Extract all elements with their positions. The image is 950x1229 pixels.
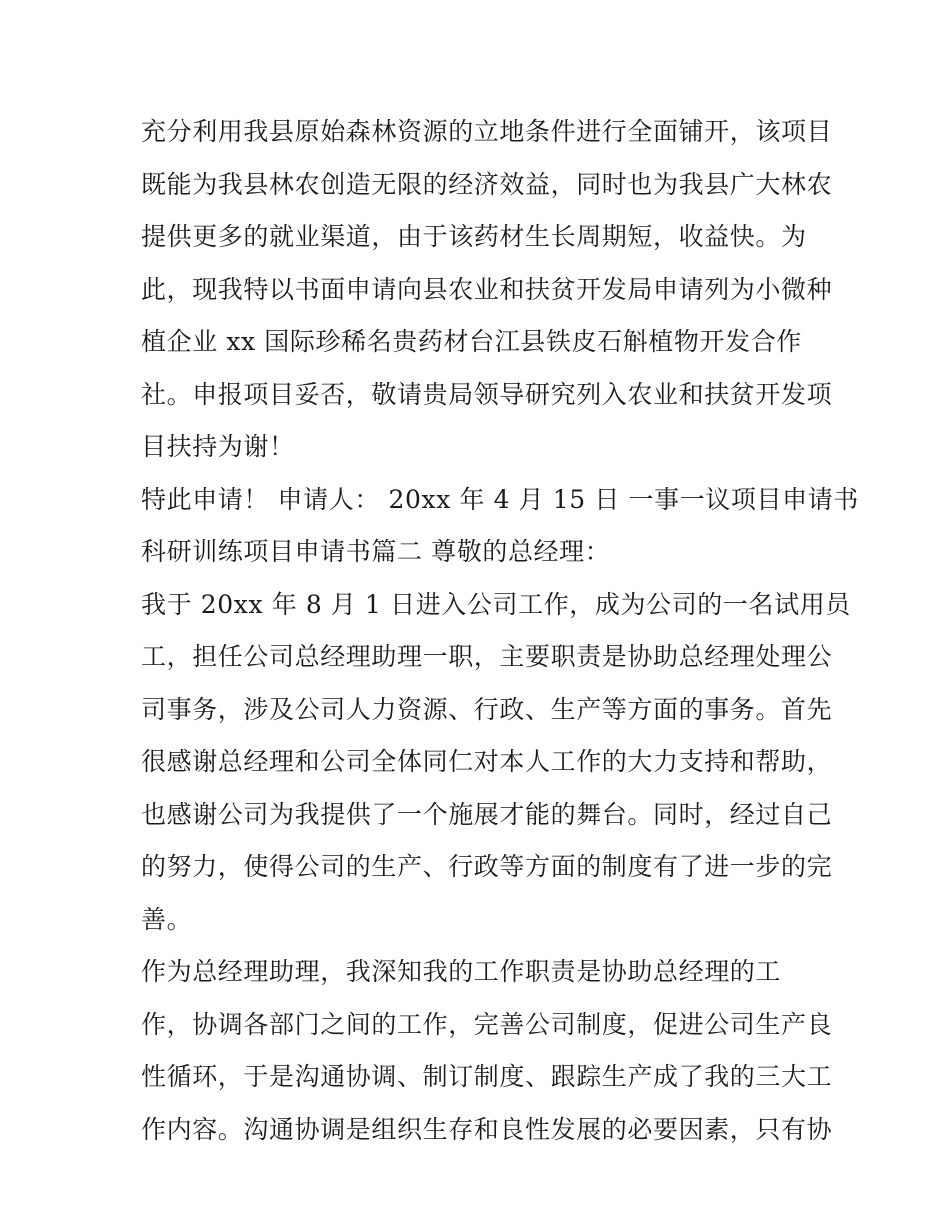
- text-line: 作为总经理助理，我深知我的工作职责是协助总经理的工: [141, 957, 782, 986]
- text-line: 社。申报项目妥否，敬请贵局领导研究列入农业和扶贫开发项: [141, 379, 833, 409]
- text-line: 工，担任公司总经理助理一职，主要职责是协助总经理处理公: [141, 642, 833, 671]
- text-line: 特此申请！ 申请人： 20xx 年 4 月 15 日 一事一议项目申请书: [141, 484, 859, 514]
- text-line: 作内容。沟通协调是组织生存和良性发展的必要因素，只有协: [141, 1114, 833, 1144]
- text-line: 提供更多的就业渠道，由于该药材生长周期短，收益快。为: [141, 222, 807, 251]
- text-line: 充分利用我县原始森林资源的立地条件进行全面铺开，该项目: [141, 117, 833, 146]
- text-line: 科研训练项目申请书篇二 尊敬的总经理：: [141, 537, 611, 566]
- text-line: 既能为我县林农创造无限的经济效益，同时也为我县广大林农: [141, 169, 833, 199]
- text-line: 作，协调各部门之间的工作，完善公司制度，促进公司生产良: [141, 1009, 833, 1039]
- text-line: 的努力，使得公司的生产、行政等方面的制度有了进一步的完: [141, 852, 833, 881]
- text-line: 司事务，涉及公司人力资源、行政、生产等方面的事务。首先: [141, 694, 833, 724]
- text-line: 也感谢公司为我提供了一个施展才能的舞台。同时，经过自己: [141, 799, 833, 829]
- text-line: 目扶持为谢！: [141, 432, 295, 461]
- text-line: 植企业 xx 国际珍稀名贵药材台江县铁皮石斛植物开发合作: [141, 327, 802, 356]
- text-line: 此，现我特以书面申请向县农业和扶贫开发局申请列为小微种: [141, 274, 833, 304]
- text-line: 善。: [141, 904, 193, 934]
- text-line: 很感谢总经理和公司全体同仁对本人工作的大力支持和帮助，: [141, 747, 833, 776]
- document-body: [141, 106, 859, 1156]
- text-line: 我于 20xx 年 8 月 1 日进入公司工作，成为公司的一名试用员: [141, 589, 851, 619]
- text-line: 性循环，于是沟通协调、制订制度、跟踪生产成了我的三大工: [141, 1062, 833, 1091]
